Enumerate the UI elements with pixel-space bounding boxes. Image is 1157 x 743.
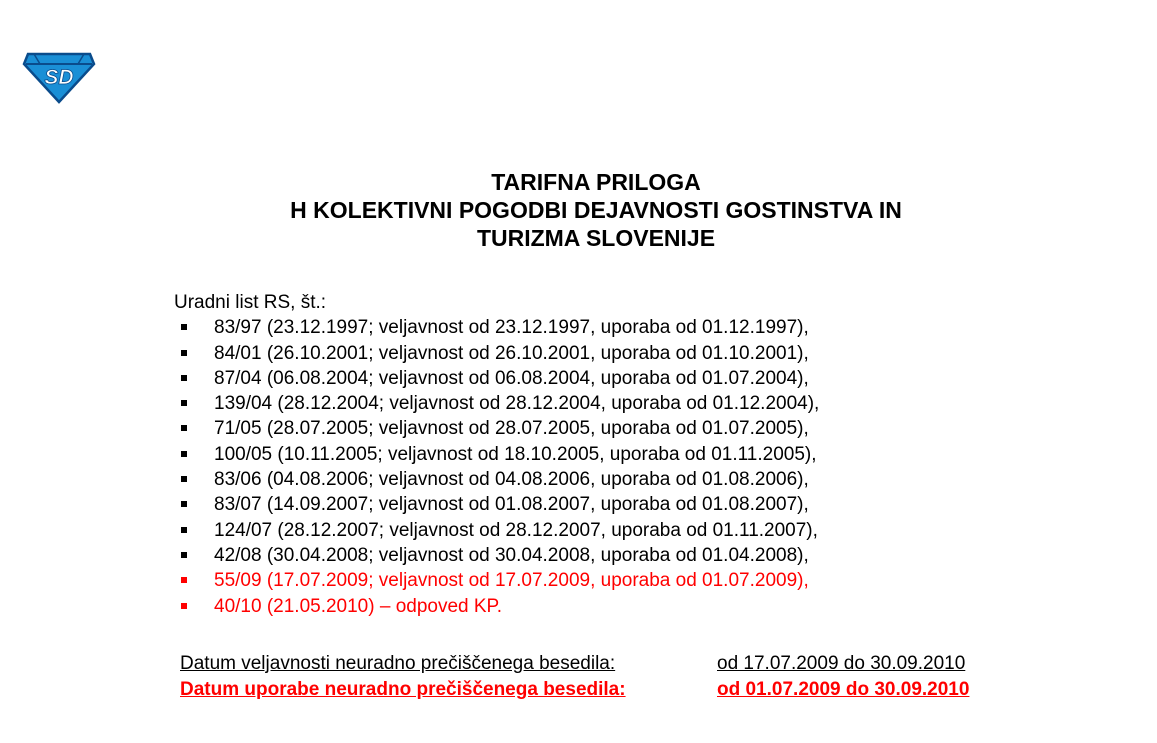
application-date-label: Datum uporabe neuradno prečiščenega besedila:: [180, 679, 626, 700]
application-date-value: od 01.07.2009 do 30.09.2010: [717, 679, 970, 700]
gazette-list-item: [174, 518, 819, 543]
gazette-entry-text: 124/07 (28.12.2007; veljavnost od 28.12.2007, uporaba od 01.11.2007),: [214, 519, 818, 541]
validity-date-value: od 17.07.2009 do 30.09.2010: [717, 653, 966, 674]
validity-date-label: Datum veljavnosti neuradno prečiščenega besedila:: [180, 653, 616, 674]
gazette-list-item: [174, 366, 819, 391]
gazette-list-item: [174, 315, 819, 340]
gazette-list-item: [174, 442, 819, 467]
bullet-icon: [181, 400, 187, 406]
gazette-list-item: [174, 594, 819, 619]
bullet-icon: [181, 577, 187, 583]
bullet-icon: [181, 476, 187, 482]
gazette-entry-text: 83/07 (14.09.2007; veljavnost od 01.08.2007, uporaba od 01.08.2007),: [214, 494, 809, 516]
gazette-list-item: [174, 467, 819, 492]
bullet-icon: [181, 552, 187, 558]
sd-logo-icon: [22, 48, 96, 104]
sd-logo: [22, 48, 96, 104]
bullet-icon: [181, 350, 187, 356]
gazette-list-item: [174, 391, 819, 416]
gazette-list-item: [174, 568, 819, 593]
gazette-entry-text: 83/97 (23.12.1997; veljavnost od 23.12.1997, uporaba od 01.12.1997),: [214, 317, 809, 339]
gazette-entry-text: 55/09 (17.07.2009; veljavnost od 17.07.2009, uporaba od 01.07.2009),: [214, 570, 809, 592]
logo-lettering: SD: [44, 66, 74, 89]
bullet-icon: [181, 603, 187, 609]
document-title: [0, 168, 1157, 252]
gazette-entry-text: 84/01 (26.10.2001; veljavnost od 26.10.2001, uporaba od 01.10.2001),: [214, 342, 809, 364]
gazette-list: [174, 315, 819, 619]
bullet-icon: [181, 324, 187, 330]
gazette-list-item: [174, 492, 819, 517]
bullet-icon: [181, 451, 187, 457]
gazette-entry-text: 83/06 (04.08.2006; veljavnost od 04.08.2006, uporaba od 01.08.2006),: [214, 469, 809, 491]
gazette-entry-text: 42/08 (30.04.2008; veljavnost od 30.04.2008, uporaba od 01.04.2008),: [214, 544, 809, 566]
gazette-list-item: [174, 341, 819, 366]
bullet-icon: [181, 527, 187, 533]
bullet-icon: [181, 375, 187, 381]
gazette-entry-text: 139/04 (28.12.2004; veljavnost od 28.12.2004, uporaba od 01.12.2004),: [214, 393, 820, 415]
gazette-list-item: [174, 543, 819, 568]
title-line: TARIFNA PRILOGA: [491, 169, 701, 195]
bullet-icon: [181, 425, 187, 431]
gazette-entry-text: 71/05 (28.07.2005; veljavnost od 28.07.2005, uporaba od 01.07.2005),: [214, 418, 809, 440]
gazette-entry-text: 87/04 (06.08.2004; veljavnost od 06.08.2004, uporaba od 01.07.2004),: [214, 367, 809, 389]
gazette-entry-text: 100/05 (10.11.2005; veljavnost od 18.10.2005, uporaba od 01.11.2005),: [214, 443, 817, 465]
gazette-label: Uradni list RS, št.:: [174, 292, 327, 313]
official-gazette-section: [174, 290, 819, 619]
title-line: H KOLEKTIVNI POGODBI DEJAVNOSTI GOSTINSTVA IN: [290, 197, 902, 223]
gazette-list-item: [174, 416, 819, 441]
title-line: TURIZMA SLOVENIJE: [476, 225, 716, 251]
gazette-entry-text: 40/10 (21.05.2010) – odpoved KP.: [214, 595, 503, 617]
bullet-icon: [181, 501, 187, 507]
